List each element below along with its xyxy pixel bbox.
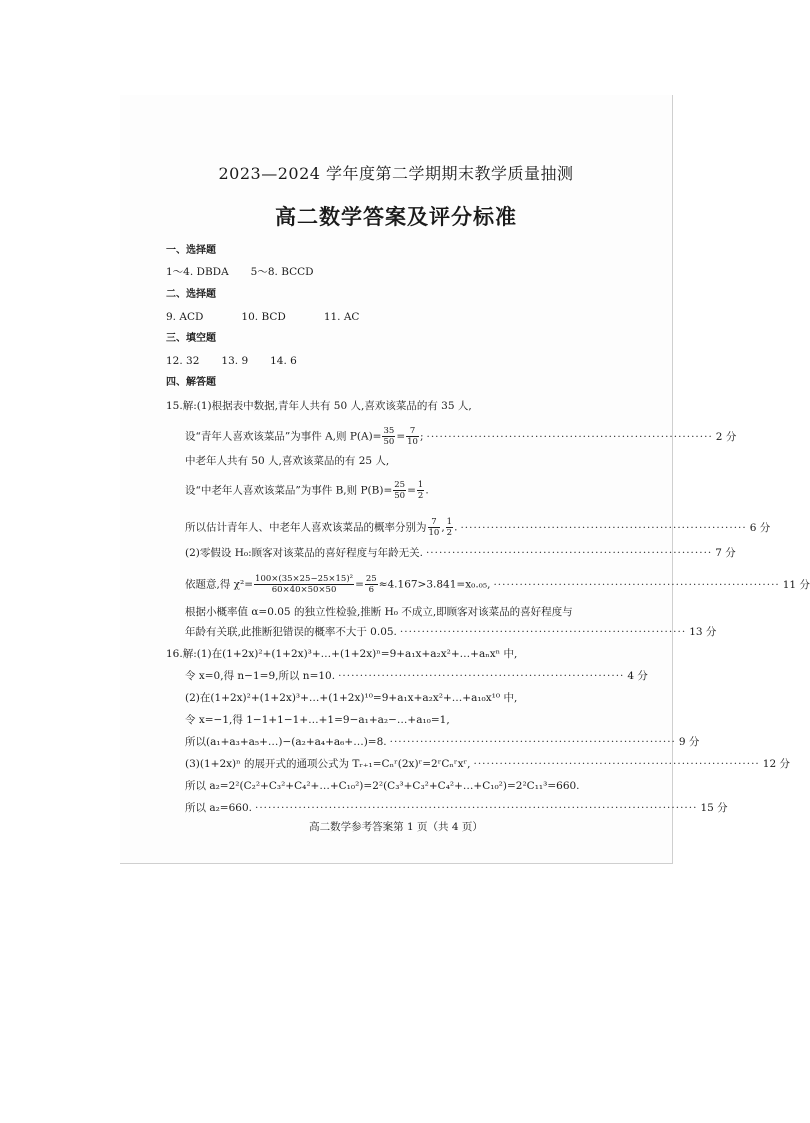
fraction: $\frac{35}{50}$: [383, 426, 395, 447]
q15-line-1: 15.解:(1)根据表中数据,青年人共有 50 人,喜欢该菜品的有 35 人,: [166, 400, 472, 412]
score-label: 13 分: [689, 626, 717, 638]
score-label: 9 分: [678, 736, 700, 748]
answer-14: 14. 6: [270, 355, 297, 367]
section-heading-multi-choice: 二、选择题: [166, 289, 216, 300]
q15-line-8: 根据小概率值 α=0.05 的独立性检验,推断 H₀ 不成立,即顾客对该菜品的喜好程度与: [185, 606, 573, 618]
q16-line-1: 16.解:(1)在(1+2x)²+(1+2x)³+…+(1+2x)ⁿ=9+a₁x+a₂x²+…+aₙxⁿ 中,: [166, 648, 518, 660]
q15-line-7: 依题意,得 χ²= $\frac{\text{100×(35×25−25×15)²}}{60\times 40\times 50\times 50}$ = $\frac{25}{6}$ ≈4.167>3.841=x₀.₀₅, ·································································· 11 分: [185, 574, 810, 595]
section-heading-choice: 一、选择题: [166, 245, 216, 256]
page-footer: 高二数学参考答案第 1 页（共 4 页）: [309, 821, 483, 833]
answer-13: 13. 9: [221, 355, 249, 367]
q15-line-3: 中老年人共有 50 人,喜欢该菜品的有 25 人,: [185, 455, 390, 467]
leader-dots: ··································································: [426, 430, 713, 443]
section-heading-fill-blank: 三、填空题: [166, 333, 216, 344]
score-label: 6 分: [749, 521, 771, 534]
leader-dots: ··································································: [338, 670, 625, 682]
score-label: 2 分: [715, 430, 737, 443]
fraction: $\frac{25}{6}$: [365, 574, 377, 595]
q15-line-4: 设“中老年人喜欢该菜品”为事件 B,则 P(B)= $\frac{25}{50}$ = $\frac{1}{2}$ .: [185, 480, 429, 501]
q15-line-9: 年龄有关联,此推断犯错误的概率不大于 0.05. ·································································· 13 分: [185, 626, 717, 638]
q16-line-4: 令 x=−1,得 1−1+1−1+…+1=9−a₁+a₂−…+a₁₀=1,: [185, 714, 450, 726]
section-heading-solutions: 四、解答题: [166, 377, 216, 388]
answer-9: 9. ACD: [166, 311, 204, 323]
q16-line-5: 所以(a₁+a₃+a₅+…)−(a₂+a₄+a₆+…)=8. ·································································· 9 分: [185, 736, 700, 748]
leader-dots: ··································································: [460, 521, 747, 534]
answer-11: 11. AC: [323, 311, 360, 323]
q15-line-6: (2)零假设 H₀:顾客对该菜品的喜好程度与年龄无关. ·································································· 7 分: [185, 547, 736, 559]
answers-fill-blank: [166, 354, 297, 368]
q16-line-3: (2)在(1+2x)²+(1+2x)³+…+(1+2x)¹⁰=9+a₁x+a₂x²+…+a₁₀x¹⁰ 中,: [185, 692, 518, 704]
score-label: 7 分: [715, 547, 736, 559]
answer-sheet: [120, 95, 810, 864]
answer-5-8: 5～8. BCCD: [250, 266, 314, 278]
answer-12: 12. 32: [166, 355, 200, 367]
answers-multi-choice: [166, 310, 359, 324]
fraction: $\frac{7}{10}$: [407, 426, 418, 447]
leader-dots: ··································································: [389, 736, 676, 748]
score-label: 12 分: [762, 758, 790, 770]
answer-10: 10. BCD: [241, 311, 286, 323]
leader-dots: ··································································: [399, 626, 687, 638]
score-label: 15 分: [700, 802, 728, 814]
fraction: $\frac{1}{2}$: [417, 480, 424, 501]
exam-title: 2023—2024 学年度第二学期期末教学质量抽测: [218, 164, 574, 183]
leader-dots: ······································································································: [254, 802, 698, 814]
leader-dots: ··································································: [493, 578, 780, 591]
fraction: $\frac{7}{10}$: [428, 517, 440, 538]
fraction: $\frac{\text{100×(35×25−25×15)²}}{60\times 40\times 50\times 50}$: [255, 574, 354, 595]
fraction: $\frac{25}{50}$: [394, 480, 406, 501]
q16-line-6: (3)(1+2x)ⁿ 的展开式的通项公式为 Tᵣ₊₁=Cₙʳ(2x)ʳ=2ʳCₙʳxʳ, ·································································· 12 分: [185, 758, 790, 770]
answers-choice: [166, 265, 314, 279]
answer-1-4: 1～4. DBDA: [166, 266, 229, 278]
q15-line-5: 所以估计青年人、中老年人喜欢该菜品的概率分别为 $\frac{7}{10}$ , $\frac{1}{2}$ . ·································································· 6 分: [185, 517, 771, 538]
q16-line-2: 令 x=0,得 n−1=9,所以 n=10. ·································································· 4 分: [185, 670, 648, 682]
leader-dots: ··································································: [473, 758, 760, 770]
leader-dots: ··································································: [425, 547, 713, 559]
score-label: 4 分: [627, 670, 648, 682]
q15-line-2: 设“青年人喜欢该菜品”为事件 A,则 P(A)= $\frac{35}{50}$ = $\frac{7}{10}$ ; ·································································· 2 分: [185, 426, 737, 447]
score-label: 11 分: [782, 578, 810, 591]
q16-line-8: 所以 a₂=660. ······································································································ 15 分: [185, 802, 728, 814]
fraction: $\frac{1}{2}$: [446, 517, 453, 538]
q16-line-7: 所以 a₂=2²(C₂²+C₃²+C₄²+…+C₁₀²)=2²(C₃³+C₃²+C₄²+…+C₁₀²)=2²C₁₁³=660.: [185, 780, 580, 792]
document-subtitle: 高二数学答案及评分标准: [275, 205, 517, 229]
